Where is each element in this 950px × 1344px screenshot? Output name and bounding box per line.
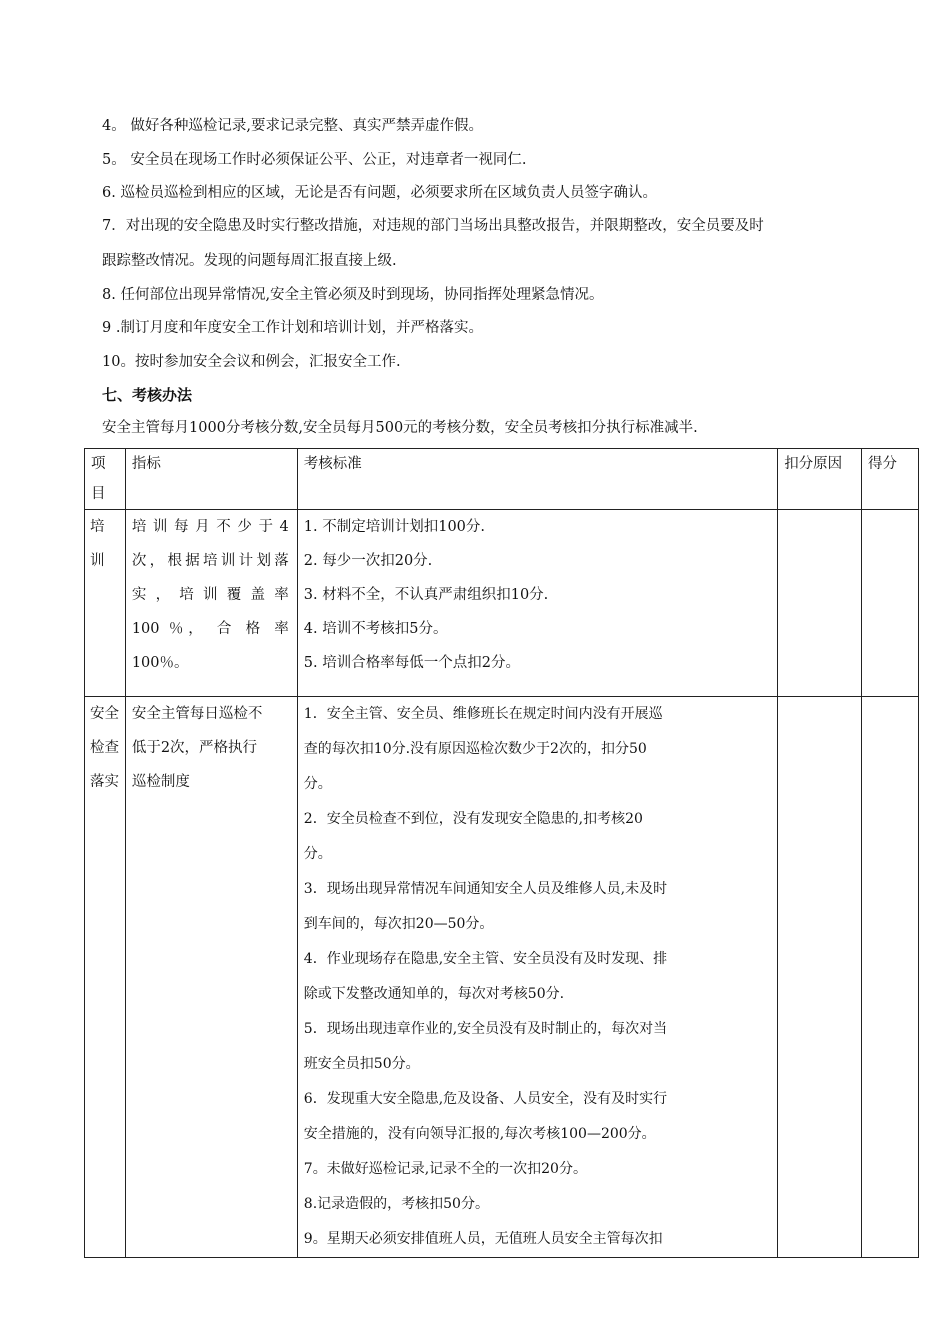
standard-line: 5. 培训合格率每低一个点扣2分。	[303, 655, 520, 671]
header-deduction-reason: 扣分原因	[778, 449, 862, 510]
rule-8: 8. 任何部位出现异常情况,安全主管必须及时到现场，协同指挥处理紧急情况。	[102, 287, 604, 303]
row-deduction-reason	[778, 510, 862, 697]
row-item-label: 落实	[90, 774, 119, 790]
standard-line: 1．安全主管、安全员、维修班长在规定时间内没有开展巡	[303, 706, 663, 722]
row-item	[85, 697, 126, 1258]
standard-line: 1. 不制定培训计划扣100分.	[303, 519, 486, 535]
standard-line: 7。未做好巡检记录,记录不全的一次扣20分。	[303, 1161, 587, 1177]
rule-7-continued: 跟踪整改情况。发现的问题每周汇报直接上级.	[102, 253, 397, 269]
header-score: 得分	[862, 449, 919, 510]
rule-7: 7．对出现的安全隐患及时实行整改措施，对违规的部门当场出具整改报告，并限期整改，安全员要及时	[102, 218, 764, 234]
row-score	[862, 697, 919, 1258]
header-item: 项目	[85, 449, 126, 510]
index-line: 100 ％， 合 格 率	[131, 621, 289, 637]
row-deduction-reason	[778, 697, 862, 1258]
index-line: 安全主管每日巡检不	[131, 706, 263, 722]
header-index: 指标	[125, 449, 297, 510]
standard-line: 9。星期天必须安排值班人员，无值班人员安全主管每次扣	[303, 1231, 663, 1247]
row-index	[125, 510, 297, 697]
standard-line: 4. 培训不考核扣5分。	[303, 621, 448, 637]
rule-9: 9 .制订月度和年度安全工作计划和培训计划，并严格落实。	[102, 320, 483, 336]
header-standard: 考核标准	[297, 449, 777, 510]
rule-5: 5。 安全员在现场工作时必须保证公平、公正，对违章者一视同仁.	[102, 152, 527, 168]
standard-line: 2. 每少一次扣20分.	[303, 553, 433, 569]
standard-line: 查的每次扣10分.没有原因巡检次数少于2次的，扣分50	[303, 741, 647, 757]
index-line: 实，培训覆盖率	[131, 587, 289, 603]
row-standards	[297, 510, 777, 697]
rule-6: 6. 巡检员巡检到相应的区域，无论是否有问题，必须要求所在区域负责人员签字确认。	[102, 185, 657, 201]
standard-line: 6．发现重大安全隐患,危及设备、人员安全，没有及时实行	[303, 1091, 668, 1107]
table-row	[85, 697, 919, 1258]
assessment-table	[84, 448, 919, 1258]
standard-line: 除或下发整改通知单的，每次对考核50分.	[303, 986, 565, 1002]
row-item-label: 安全	[90, 706, 119, 722]
rule-10: 10。按时参加安全会议和例会，汇报安全工作.	[102, 354, 401, 370]
index-line: 次，根据培训计划落	[131, 553, 289, 569]
standard-line: 班安全员扣50分。	[303, 1056, 420, 1072]
row-index	[125, 697, 297, 1258]
index-line: 低于2次，严格执行	[131, 740, 258, 756]
standard-line: 分。	[303, 776, 332, 792]
intro-paragraph: 安全主管每月1000分考核分数,安全员每月500元的考核分数，安全员考核扣分执行标准减半.	[102, 420, 698, 436]
standard-line: 3. 材料不全，不认真严肃组织扣10分.	[303, 587, 549, 603]
row-item-label: 培训	[90, 519, 105, 569]
standard-line: 3．现场出现异常情况车间通知安全人员及维修人员,未及时	[303, 881, 668, 897]
standard-line: 到车间的，每次扣20—50分。	[303, 916, 494, 932]
standard-line: 4．作业现场存在隐患,安全主管、安全员没有及时发现、排	[303, 951, 668, 967]
standard-line: 安全措施的，没有向领导汇报的,每次考核100—200分。	[303, 1126, 656, 1142]
standard-line: 5．现场出现违章作业的,安全员没有及时制止的，每次对当	[303, 1021, 668, 1037]
section-heading: 七、考核办法	[102, 386, 193, 404]
standard-line: 8.记录造假的，考核扣50分。	[303, 1196, 489, 1212]
row-standards	[297, 697, 777, 1258]
index-line: 巡检制度	[131, 774, 190, 790]
rule-4: 4。 做好各种巡检记录,要求记录完整、真实严禁弄虚作假。	[102, 118, 483, 134]
table-header-row	[85, 449, 919, 510]
standard-line: 分。	[303, 846, 332, 862]
row-score	[862, 510, 919, 697]
index-line: 100％。	[131, 655, 189, 671]
row-item	[85, 510, 126, 697]
standard-line: 2．安全员检查不到位，没有发现安全隐患的,扣考核20	[303, 811, 643, 827]
index-line: 培训每月不少于4	[131, 519, 289, 535]
row-item-label: 检查	[90, 740, 119, 756]
table-row	[85, 510, 919, 697]
